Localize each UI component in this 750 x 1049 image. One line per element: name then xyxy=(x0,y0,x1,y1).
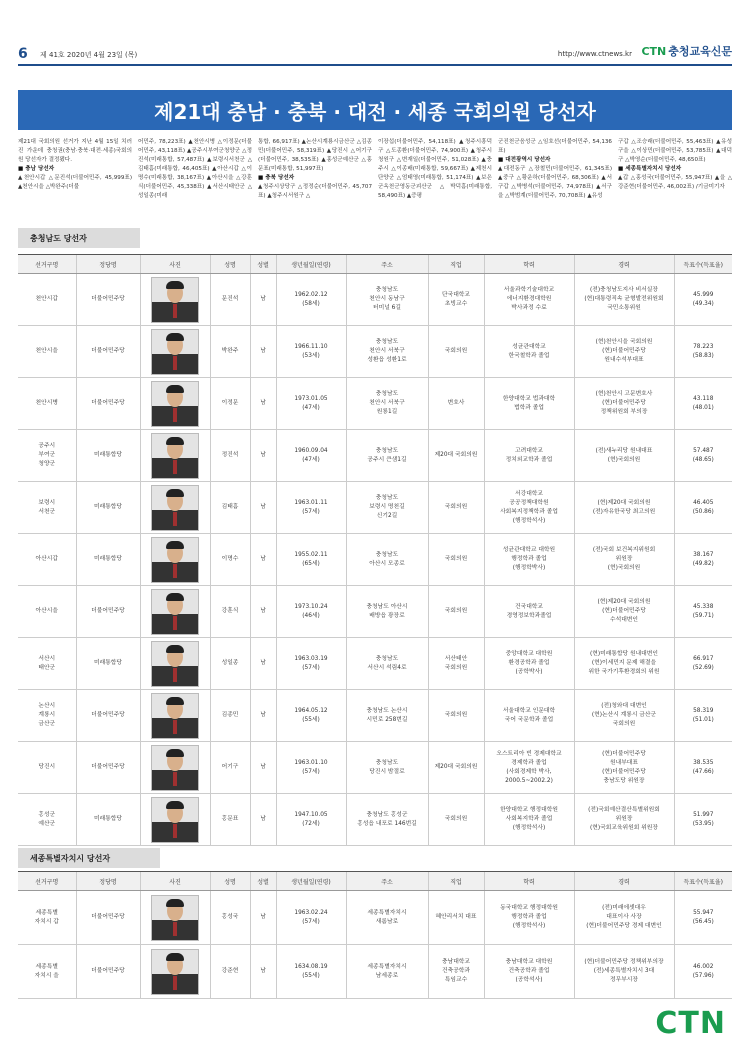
table-row xyxy=(18,534,732,586)
column-header: 득표수(득표율) xyxy=(674,872,732,891)
candidate-photo-image xyxy=(151,895,199,941)
candidate-photo xyxy=(140,794,210,846)
cell-votes: 46.405 (50.86) xyxy=(674,482,732,534)
cell-birth: 1973.01.05 (47세) xyxy=(276,378,346,430)
article-body xyxy=(18,138,732,218)
cell-address: 세종특별자치시 남세종로 xyxy=(346,945,428,999)
cell-address: 충청남도 아산시 배방읍 광장로 xyxy=(346,586,428,638)
column-header: 생년월일(연령) xyxy=(276,872,346,891)
cell-edu: 한양대학교 행정대학원 사회복지학과 졸업 (행정학석사) xyxy=(484,794,574,846)
table-row xyxy=(18,430,732,482)
cell-votes: 38.167 (49.82) xyxy=(674,534,732,586)
article-subheading: ■ 충북 당선자 xyxy=(258,175,295,181)
cell-birth: 1966.11.10 (53세) xyxy=(276,326,346,378)
column-header: 정당명 xyxy=(76,255,140,274)
table-row xyxy=(18,378,732,430)
candidate-photo xyxy=(140,274,210,326)
cell-job: 제20대 국회의원 xyxy=(428,742,484,794)
cell-gender: 남 xyxy=(250,586,276,638)
table-row xyxy=(18,482,732,534)
cell-name: 홍성국 xyxy=(210,891,250,945)
cell-party: 미래통합당 xyxy=(76,534,140,586)
column-header: 주소 xyxy=(346,255,428,274)
cell-gender: 남 xyxy=(250,534,276,586)
cell-gender: 남 xyxy=(250,378,276,430)
column-header: 직업 xyxy=(428,255,484,274)
cell-edu: 서울과학기술대학교 에너지환경대학원 박사과정 수료 xyxy=(484,274,574,326)
cell-party: 더불어민주당 xyxy=(76,274,140,326)
cell-gender: 남 xyxy=(250,742,276,794)
cell-job: 혜안리서치 대표 xyxy=(428,891,484,945)
cell-edu: 성균관대학교 대학원 행정학과 졸업 (행정학박사) xyxy=(484,534,574,586)
table-row xyxy=(18,945,732,999)
article-column-6 xyxy=(618,138,732,218)
cell-job: 변호사 xyxy=(428,378,484,430)
cell-job: 국회의원 xyxy=(428,534,484,586)
cell-birth: 1962.02.12 (58세) xyxy=(276,274,346,326)
cell-district: 세종특별 자치시 갑 xyxy=(18,891,76,945)
article-text: 제21대 국회의원 선거가 지난 4월 15일 치러진 가운데 충청권(충남·충북·대전·세종)국회의원 당선자가 결정됐다. xyxy=(18,139,132,163)
cell-votes: 66.917 (52.69) xyxy=(674,638,732,690)
cell-district: 서산시 태안군 xyxy=(18,638,76,690)
cell-gender: 남 xyxy=(250,274,276,326)
cell-birth: 1963.01.10 (57세) xyxy=(276,742,346,794)
cell-district: 당진시 xyxy=(18,742,76,794)
cell-career: (전)국회예산결산특별위원회 위원장 (현)국회교육위원회 위원장 xyxy=(574,794,674,846)
article-text: 어민주, 78,223표) ▲천안시병 △이정문(더불어민주, 43,118표) ▲공주시부여군청양군 △정진석(미래통합, 57,487표) ▲보령시서천군 △김태흠(미래통합, 46,405표) ▲아산시갑 △이명수(미래통합, 38,167표) ▲아산시을 △강훈식(더불어민주, 45,338표) ▲서산시태안군 △성일종(미래 xyxy=(138,139,252,199)
candidate-photo xyxy=(140,690,210,742)
cell-district: 아산시갑 xyxy=(18,534,76,586)
cell-edu: 서강대학교 공공정책대학원 사회복지정책학과 졸업 (행정학석사) xyxy=(484,482,574,534)
article-column-5 xyxy=(498,138,612,218)
cell-career: (현)제20대 국회의원 (전)자유한국당 최고의원 xyxy=(574,482,674,534)
table-row xyxy=(18,891,732,945)
cell-party: 미래통합당 xyxy=(76,482,140,534)
cell-name: 홍문표 xyxy=(210,794,250,846)
cell-votes: 55.947 (56.45) xyxy=(674,891,732,945)
cell-party: 더불어민주당 xyxy=(76,326,140,378)
article-title: 제21대 충남 · 충북 · 대전 · 세종 국회의원 당선자 xyxy=(154,99,596,124)
cell-career: (현)천안시을 국회의원 (현)더불어민주당 원내수석부대표 xyxy=(574,326,674,378)
column-header: 학력 xyxy=(484,255,574,274)
table-row xyxy=(18,274,732,326)
candidate-photo-image xyxy=(151,433,199,479)
table-row xyxy=(18,638,732,690)
cell-job: 충남대학교 건축공학과 특임교수 xyxy=(428,945,484,999)
cell-career: (전)미래에셋대우 대표이사 사장 (현)더불어민주당 경제 대변인 xyxy=(574,891,674,945)
cell-name: 김종민 xyxy=(210,690,250,742)
column-header: 선거구명 xyxy=(18,255,76,274)
cell-district: 보령시 서천군 xyxy=(18,482,76,534)
cell-address: 충청남도 당진시 밤절로 xyxy=(346,742,428,794)
candidate-photo-image xyxy=(151,797,199,843)
cell-gender: 남 xyxy=(250,690,276,742)
cell-career: (전)새누리당 원내대표 (현)국회의원 xyxy=(574,430,674,482)
page-number: 6 xyxy=(18,46,28,62)
article-text: 구갑 △조승래(더불어민주, 55,463표) ▲유성구을 △이상민(더불어민주, 53,785표) ▲대덕구 △박영순(더불어민주, 48,650표) xyxy=(618,139,732,163)
issue-date: 제 41호 2020년 4월 23일 (목) xyxy=(40,51,138,59)
cell-district: 홍성군 예산군 xyxy=(18,794,76,846)
cell-gender: 남 xyxy=(250,430,276,482)
cell-name: 이정문 xyxy=(210,378,250,430)
cell-district: 천안시갑 xyxy=(18,274,76,326)
cell-job: 국회의원 xyxy=(428,794,484,846)
cell-name: 성일종 xyxy=(210,638,250,690)
cell-birth: 1947.10.05 (72세) xyxy=(276,794,346,846)
cell-votes: 57.487 (48.65) xyxy=(674,430,732,482)
cell-edu: 한양대학교 법과대학 법학과 졸업 xyxy=(484,378,574,430)
cell-career: (현)더불어민주당 정책위부의장 (전)세종특별자치시 3대 정무부시장 xyxy=(574,945,674,999)
cell-votes: 45.999 (49.34) xyxy=(674,274,732,326)
column-header: 선거구명 xyxy=(18,872,76,891)
candidate-photo-image xyxy=(151,949,199,995)
article-column-3 xyxy=(258,138,372,218)
cell-name: 김태흠 xyxy=(210,482,250,534)
column-header: 성별 xyxy=(250,255,276,274)
article-column-2 xyxy=(138,138,252,218)
column-header: 경력 xyxy=(574,255,674,274)
cell-career: (현)미래통합당 원내대변인 (현)이세민지 문제 해결을 위한 국가기후환경회의 위원 xyxy=(574,638,674,690)
cell-birth: 1955.02.11 (65세) xyxy=(276,534,346,586)
sejong-section-label xyxy=(18,848,160,868)
cell-address: 충청남도 공주시 큰샘1길 xyxy=(346,430,428,482)
article-column-4 xyxy=(378,138,492,218)
cell-job: 제20대 국회의원 xyxy=(428,430,484,482)
article-text: ▲갑 △홍성국(더불어민주, 55,947표) ▲을 △강준현(더불어민주, 46,002표) /기금미기자 xyxy=(618,175,732,190)
cell-votes: 51.997 (53.95) xyxy=(674,794,732,846)
cell-career: (현)제20대 국회의원 (현)더불어민주당 수석대변인 xyxy=(574,586,674,638)
table-header-row xyxy=(18,872,732,891)
brand-ctn: CTN xyxy=(641,45,667,58)
cell-address: 충청남도 서산시 석림4로 xyxy=(346,638,428,690)
cell-votes: 43.118 (48.01) xyxy=(674,378,732,430)
cell-edu: 동국대학교 행정대학원 행정학과 졸업 (행정학석사) xyxy=(484,891,574,945)
candidate-photo-image xyxy=(151,641,199,687)
cell-edu: 고려대학교 정치외교학과 졸업 xyxy=(484,430,574,482)
cell-career: (전)청와대 대변인 (현)논산시 계룡시 금산군 국회의원 xyxy=(574,690,674,742)
cell-birth: 1973.10.24 (46세) xyxy=(276,586,346,638)
article-subheading: ■ 대전광역시 당선자 xyxy=(498,157,551,163)
cell-gender: 남 xyxy=(250,482,276,534)
page-header xyxy=(18,46,732,66)
brand-name: 충청교육신문 xyxy=(668,45,732,58)
candidate-photo-image xyxy=(151,381,199,427)
cell-job: 국회의원 xyxy=(428,326,484,378)
article-title-banner xyxy=(18,90,732,130)
cell-votes: 46.002 (57.96) xyxy=(674,945,732,999)
candidate-photo xyxy=(140,891,210,945)
cell-address: 충청남도 보령시 명천길 신기2길 xyxy=(346,482,428,534)
cell-edu: 건국대학교 경영정보학과졸업 xyxy=(484,586,574,638)
article-text: ▲대전동구 △장철민(더불어민주, 61,345표) ▲중구 △황운하(더불어민주, 68,306표) ▲서구갑 △박병석(더불어민주, 74,978표) ▲서구을 △박범계(더불어민주, 70,708표) ▲유성 xyxy=(498,166,612,199)
cell-name: 정진석 xyxy=(210,430,250,482)
table-row xyxy=(18,326,732,378)
ctn-logo: CTN xyxy=(655,1006,726,1041)
cell-party: 더불어민주당 xyxy=(76,378,140,430)
cell-address: 충청남도 천안시 서북구 원룡1길 xyxy=(346,378,428,430)
cell-address: 충청남도 천안시 동남구 터미널 6길 xyxy=(346,274,428,326)
column-header: 생년월일(연령) xyxy=(276,255,346,274)
article-subheading: ■ 세종특별자치시 당선자 xyxy=(618,166,682,172)
cell-birth: 1960.09.04 (47세) xyxy=(276,430,346,482)
chungnam-section-title: 충청남도 당선자 xyxy=(30,233,87,243)
cell-party: 더불어민주당 xyxy=(76,586,140,638)
cell-name: 이명수 xyxy=(210,534,250,586)
candidate-photo-image xyxy=(151,745,199,791)
cell-gender: 남 xyxy=(250,891,276,945)
cell-edu: 서울대학교 인문대학 국어 국문학과 졸업 xyxy=(484,690,574,742)
candidate-photo xyxy=(140,430,210,482)
candidate-photo xyxy=(140,945,210,999)
cell-job: 국회의원 xyxy=(428,482,484,534)
candidate-photo xyxy=(140,638,210,690)
site-url[interactable]: http://www.ctnews.kr xyxy=(557,50,632,58)
candidate-photo xyxy=(140,326,210,378)
cell-party: 더불어민주당 xyxy=(76,690,140,742)
cell-job: 서산태안 국회의원 xyxy=(428,638,484,690)
cell-edu: 충남대학교 대학원 건축공학과 졸업 (공학석사) xyxy=(484,945,574,999)
cell-address: 충청남도 아산시 모종로 xyxy=(346,534,428,586)
cell-name: 어기구 xyxy=(210,742,250,794)
cell-birth: 1963.02.24 (57세) xyxy=(276,891,346,945)
article-subheading: ■ 충남 당선자 xyxy=(18,166,55,172)
candidate-photo xyxy=(140,534,210,586)
column-header: 성명 xyxy=(210,255,250,274)
table-row xyxy=(18,586,732,638)
candidate-photo-image xyxy=(151,589,199,635)
cell-district: 천안시을 xyxy=(18,326,76,378)
table-row xyxy=(18,690,732,742)
cell-edu: 중앙대학교 대학원 환경공학과 졸업 (공학박사) xyxy=(484,638,574,690)
column-header: 경력 xyxy=(574,872,674,891)
cell-party: 더불어민주당 xyxy=(76,891,140,945)
cell-party: 더불어민주당 xyxy=(76,742,140,794)
cell-birth: 1964.05.12 (55세) xyxy=(276,690,346,742)
cell-address: 충청남도 홍성군 홍성읍 내포로 146번길 xyxy=(346,794,428,846)
cell-party: 미래통합당 xyxy=(76,638,140,690)
cell-edu: 오스트리아 빈 경제대학교 경제학과 졸업 (사회경제학 박사, 2000.5~2002.2) xyxy=(484,742,574,794)
column-header: 정당명 xyxy=(76,872,140,891)
cell-votes: 58.319 (51.01) xyxy=(674,690,732,742)
article-text: 통합, 66,917표) ▲논산시계룡시금산군 △김종민(더불어민주, 58,319표) ▲당진시 △어기구(더불어민주, 38,535표) ▲홍성군예산군 △홍문표(미래통합, 51,997표) xyxy=(258,139,372,172)
column-header: 사진 xyxy=(140,255,210,274)
article-text: ▲청주시상당구 △정정순(더불어민주, 45,707표) ▲청주시서원구 △ xyxy=(258,184,372,199)
column-header: 직업 xyxy=(428,872,484,891)
cell-votes: 78.223 (58.83) xyxy=(674,326,732,378)
cell-gender: 남 xyxy=(250,638,276,690)
cell-career: (전)충청남도지사 비서실장 (현)대통령직속 균형발전위원회 국민소통위원 xyxy=(574,274,674,326)
candidate-photo-image xyxy=(151,537,199,583)
sejong-winners-table xyxy=(18,871,732,999)
column-header: 사진 xyxy=(140,872,210,891)
cell-birth: 1963.01.11 (57세) xyxy=(276,482,346,534)
candidate-photo-image xyxy=(151,329,199,375)
cell-name: 문진석 xyxy=(210,274,250,326)
cell-career: (전)국회 보건복지위원회 위원장 (현)국회의원 xyxy=(574,534,674,586)
cell-address: 충청남도 논산시 시민로 258번길 xyxy=(346,690,428,742)
chungnam-winners-table xyxy=(18,254,732,846)
article-text: 군진천군음성군 △임호선(더불어민주, 54,136표) xyxy=(498,139,612,154)
article-text: ▲천안시갑 △문진석(더불어민주, 45,999표) ▲천안시을 △박완주(더불 xyxy=(18,175,132,190)
cell-district: 공주시 부여군 청양군 xyxy=(18,430,76,482)
cell-votes: 38.535 (47.66) xyxy=(674,742,732,794)
candidate-photo xyxy=(140,482,210,534)
table-row xyxy=(18,742,732,794)
candidate-photo xyxy=(140,742,210,794)
table-header-row xyxy=(18,255,732,274)
cell-party: 미래통합당 xyxy=(76,430,140,482)
cell-district: 논산시 계룡시 금산군 xyxy=(18,690,76,742)
candidate-photo xyxy=(140,586,210,638)
cell-birth: 1963.03.19 (57세) xyxy=(276,638,346,690)
cell-address: 세종특별자치시 새롬남로 xyxy=(346,891,428,945)
cell-gender: 남 xyxy=(250,794,276,846)
column-header: 성별 xyxy=(250,872,276,891)
cell-birth: 1634.08.19 (55세) xyxy=(276,945,346,999)
cell-edu: 성균관대학교 한국철학과 졸업 xyxy=(484,326,574,378)
article-column-1 xyxy=(18,138,132,218)
cell-party: 더불어민주당 xyxy=(76,945,140,999)
cell-gender: 남 xyxy=(250,945,276,999)
candidate-photo-image xyxy=(151,485,199,531)
candidate-photo xyxy=(140,378,210,430)
cell-district: 세종특별 자치시 을 xyxy=(18,945,76,999)
cell-party: 미래통합당 xyxy=(76,794,140,846)
cell-district: 천안시병 xyxy=(18,378,76,430)
candidate-photo-image xyxy=(151,693,199,739)
column-header: 학력 xyxy=(484,872,574,891)
cell-job: 단국대학교 초빙교수 xyxy=(428,274,484,326)
cell-name: 강훈식 xyxy=(210,586,250,638)
cell-job: 국회의원 xyxy=(428,586,484,638)
sejong-section-title: 세종특별자치시 당선자 xyxy=(30,853,111,863)
cell-gender: 남 xyxy=(250,326,276,378)
newspaper-brand xyxy=(641,43,732,59)
candidate-photo-image xyxy=(151,277,199,323)
table-row xyxy=(18,794,732,846)
cell-career: (현)천안시 고문변호사 (현)더불어민주당 정책위원회 부의장 xyxy=(574,378,674,430)
column-header: 득표수(득표율) xyxy=(674,255,732,274)
cell-name: 강준현 xyxy=(210,945,250,999)
cell-address: 충청남도 천안시 서북구 성환읍 성환1로 xyxy=(346,326,428,378)
cell-job: 국회의원 xyxy=(428,690,484,742)
cell-votes: 45.338 (59.71) xyxy=(674,586,732,638)
cell-district: 아산시을 xyxy=(18,586,76,638)
column-header: 성명 xyxy=(210,872,250,891)
chungnam-section-label xyxy=(18,228,140,248)
article-text: 이장섭(더불어민주, 54,118표) ▲청주시흥덕구 △도종환(더불어민주, 74,900표) ▲청주시청원구 △변재일(더불어민주, 51,028표) ▲충주시 △이종배(미래통합, 59,667표) ▲제천시단양군 △엄태영(미래통합, 51,174표) ▲보은군옥천군영동군괴산군 △박덕흠(미래통합, 58,490표) ▲증평 xyxy=(378,139,492,199)
column-header: 주소 xyxy=(346,872,428,891)
cell-career: (현)더불어민주당 원내부대표 (현)더불어민주당 충남도당 위원장 xyxy=(574,742,674,794)
cell-name: 박완주 xyxy=(210,326,250,378)
